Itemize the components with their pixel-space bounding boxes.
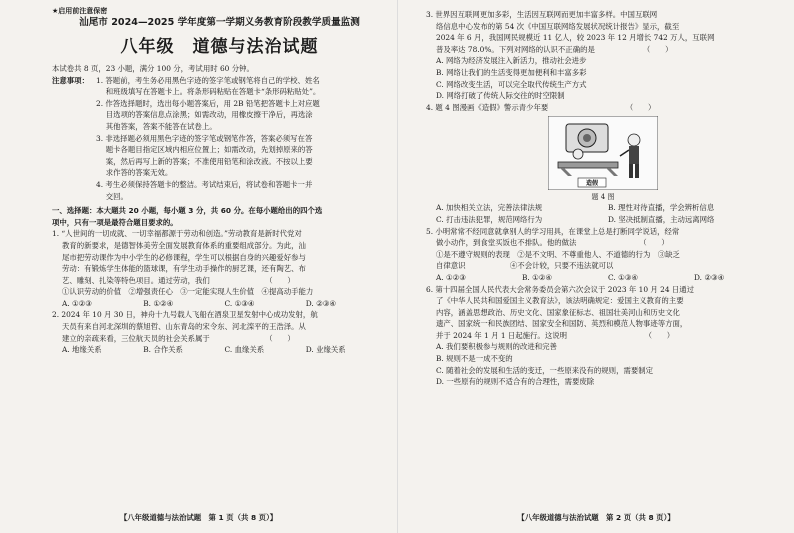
answer-options (426, 272, 780, 284)
notes-block (52, 75, 387, 203)
note-line: 其他答案，答案不能答在试卷上。 (96, 121, 217, 131)
question-2 (52, 309, 387, 355)
question-line: 2. 2024 年 10 月 30 日，神舟十九号载人飞船在酒泉卫星发射中心成功发射，航 (52, 310, 318, 320)
option-a[interactable]: A. ①②③ (62, 298, 92, 308)
note-line: 目选项的答案信息点涂黑；如需改动，用橡皮擦干净后，再选涂 (96, 110, 313, 120)
option-d[interactable]: D. 坚决抵制直播，主动远离网络 (608, 214, 715, 224)
option-c[interactable]: C. 打击违法犯罪，规范网络行为 (436, 214, 543, 224)
option-d[interactable]: D. ②③④ (694, 272, 725, 282)
question-1 (52, 228, 387, 309)
exam-header: 汕尾市 2024—2025 学年度第一学期义务教育阶段教学质量监测 (79, 17, 360, 28)
option-b[interactable]: B. 理性对待直播，学会辨析信息 (608, 203, 715, 213)
option-c[interactable]: C. ①③④ (608, 272, 638, 282)
page-footer: 【八年级道德与法治试题 第 1 页（共 8 页）】 (119, 513, 278, 522)
question-line: 络信息中心发布的第 54 次《中国互联网络发展状况统计报告》显示，截至 (436, 21, 680, 31)
question-line: 遗产、国家统一和民族团结、国家安全和国防、英烈和模范人物事迹等方面， (436, 319, 688, 329)
option-c[interactable]: C. 随着社会的发展和生活的变迁，一些原来没有的规则，需要制定 (436, 365, 654, 375)
option-a[interactable]: A. 加快相关立法，完善法律法规 (436, 203, 543, 213)
option-b[interactable]: B. 规则不是一成不变的 (436, 354, 513, 364)
note-line: 和班级填写在答题卡上。将条形码粘贴在答题卡“条形码粘贴处”。 (96, 87, 321, 97)
question-line: 教育的新要求，是德智体美劳全面发展教育体系的重要组成部分。为此，汕 (62, 240, 306, 250)
option-b[interactable]: B. 合作关系 (143, 345, 183, 355)
option-a[interactable]: A. 地缘关系 (62, 345, 102, 355)
note-line: 案，然后再写上新的答案；不准使用铅笔和涂改液。不按以上要 (96, 156, 313, 166)
option-a[interactable]: A. 我们要积极参与规则的改进和完善 (436, 342, 557, 352)
option-d[interactable]: D. 一些原有的规则不适合有的合理性，需要废除 (436, 377, 595, 387)
section-heading: 一、选择题：本大题共 20 小题，每小题 3 分，共 60 分。在每小题给出的四个选 (52, 206, 323, 216)
question-4 (426, 102, 780, 226)
answer-options (52, 344, 387, 356)
answer-options (426, 214, 780, 226)
question-line: 3. 世界因互联网更加多彩，生活因互联网而更加丰富多样。中国互联网 (426, 10, 658, 19)
question-3 (426, 9, 780, 102)
question-line: 劳动：有锻炼学生体能的篮球课，有学生动手操作的厨艺课，还有陶艺、布 (62, 264, 306, 274)
question-line: ①是不遵守规则的表现 ②是不文明、不尊重他人、不道德的行为 ③缺乏 (436, 249, 680, 259)
question-line: 4. 题 4 图漫画《造假》警示青少年要 （ ） (426, 102, 656, 112)
option-b[interactable]: B. ①②④ (522, 272, 553, 282)
exam-intro: 本试卷共 8 页，23 小题，满分 100 分，考试用时 60 分钟。 (52, 64, 254, 73)
page-2 (397, 0, 794, 533)
question-line: 建立的亲疏来看，三位航天员的社会关系属于 （ ） (62, 333, 295, 343)
option-d[interactable]: D. ②③④ (305, 298, 336, 308)
page-footer: 【八年级道德与法治试题 第 2 页（共 8 页）】 (517, 513, 675, 522)
option-c[interactable]: C. 网络改变生活，可以完全取代传统生产方式 (436, 79, 587, 89)
question-line: 2024 年 6 月，我国网民规模近 11 亿人，较 2023 年 12 月增长 742 万人，互联网 (436, 33, 715, 43)
question-6 (426, 284, 780, 388)
figure-caption: 题 4 图 (591, 193, 615, 202)
question-line: ①认识劳动的价值 ②增强责任心 ③一定能实现人生价值 ④提高动手能力 (62, 287, 314, 297)
note-line: 1. 答题前，考生务必用黑色字迹的签字笔或钢笔将自己的学校、姓名 (96, 75, 320, 85)
question-line: 了《中华人民共和国爱国主义教育法》，该法明确规定：爱国主义教育的主要 (436, 296, 684, 306)
question-line: 并于 2024 年 1 月 1 日起施行。这说明 （ ） (436, 330, 675, 340)
question-line: 1. “人世间的一切成就、一切幸福都源于劳动和创造。”劳动教育是新时代党对 (52, 229, 302, 239)
question-line: 尾市把劳动课作为中小学生的必修课程，学生可以根据自身的兴趣爱好参与 (62, 252, 306, 262)
note-line: 求作答的答案无效。 (96, 168, 173, 178)
section-heading-cont: 项中，只有一项是最符合题目要求的。 (52, 217, 178, 227)
note-line: 3. 非选择题必须用黑色字迹的签字笔或钢笔作答，答案必须写在答 (96, 133, 313, 143)
note-line: 交回。 (96, 191, 128, 201)
option-b[interactable]: B. ①②④ (143, 298, 174, 308)
note-line: 2. 作答选择题时，选出每小题答案后，用 2B 铅笔把答题卡上对应题 (96, 98, 320, 108)
option-c[interactable]: C. ①③④ (224, 298, 255, 308)
question-line: 自律意识 ④不会计较，只要不违法就可以 (436, 261, 614, 271)
question-5 (426, 226, 780, 284)
option-a[interactable]: A. ①②③ (436, 272, 466, 282)
question-line: 6. 第十四届全国人民代表大会常务委员会第六次会议于 2023 年 10 月 24 日通过 (426, 284, 695, 294)
question-line: 做小动作，到食堂买饭也不排队。他的做法 （ ） (436, 238, 669, 248)
question-line: 天员有来自河北深圳的蔡旭哲、山东青岛的宋令东、河北滦平的王浩泽。从 (62, 322, 306, 332)
option-d[interactable]: D. 业缘关系 (305, 345, 346, 355)
question-line: 普及率达 78.0%。下列对网络的认识不正确的是 （ ） (436, 44, 673, 54)
option-b[interactable]: B. 网络让我们的生活变得更加便利和丰富多彩 (436, 67, 587, 77)
question-line: 艺、雕刻、扎染等特色项目。通过劳动，我们 （ ） (62, 275, 295, 285)
note-line: 4. 考生必须保持答题卡的整洁。考试结束后，将试卷和答题卡一并 (96, 179, 313, 189)
subject-title: 八年级 道德与法治试题 (120, 37, 319, 57)
note-line: 题卡各题目指定区域内相应位置上；如需改动，先划掉原来的答 (96, 145, 313, 155)
option-d[interactable]: D. 网络打破了传统人际交往的时空限制 (436, 91, 565, 101)
question-line: 5. 小明常常不经同意就拿别人的学习用具，在课堂上总是打断同学说话，经常 (426, 226, 680, 236)
notes-label: 注意事项： (52, 75, 89, 85)
answer-options (52, 298, 387, 310)
confidential-mark: ★启用前注意保密 (52, 7, 108, 15)
answer-options (426, 202, 780, 214)
cartoon-sign-text: 造假 (585, 180, 599, 188)
option-a[interactable]: A. 网络为经济发展注入新活力，推动社会进步 (436, 56, 587, 66)
cartoon-illustration (548, 116, 658, 190)
question-line: 内容，涵盖思想政治、历史文化、国家象征标志、祖国壮美河山和历史文化 (436, 307, 680, 317)
option-c[interactable]: C. 血缘关系 (224, 345, 265, 355)
